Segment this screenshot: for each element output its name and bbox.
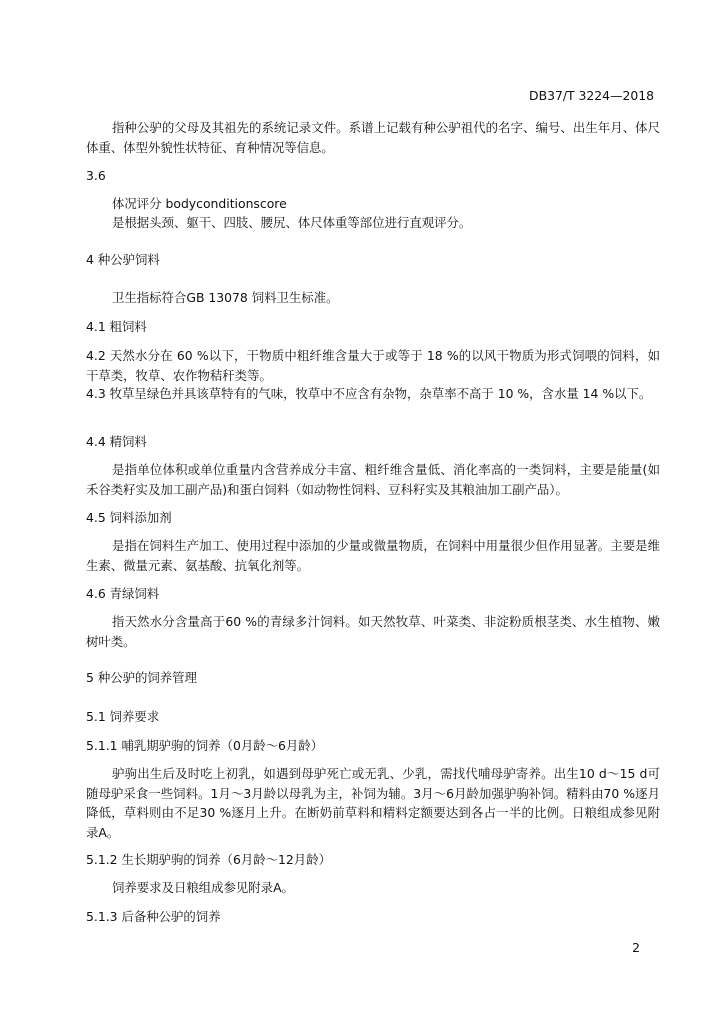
clause-4-5-paragraph: 是指在饲料生产加工、使用过程中添加的少量或微量物质，在饲料中用量很少但作用显著。主要是维生素、微量元素、氨基酸、抗氧化剂等。 bbox=[86, 538, 660, 573]
clause-4-6-title: 4.6 青绿饲料 bbox=[86, 586, 160, 601]
page-number: 2 bbox=[632, 940, 640, 955]
clause-4-4-title: 4.4 精饲料 bbox=[86, 434, 147, 449]
section-4-paragraph: 卫生指标符合GB 13078 饲料卫生标准。 bbox=[112, 290, 339, 305]
clause-5-1-2-paragraph: 饲养要求及日粮组成参见附录A。 bbox=[112, 880, 294, 895]
clause-5-1-1-title: 5.1.1 哺乳期驴驹的饲养（0月龄～6月龄） bbox=[86, 738, 324, 753]
clause-4-1-title: 4.1 粗饲料 bbox=[86, 319, 147, 334]
standard-code: DB37/T 3224—2018 bbox=[529, 88, 654, 103]
section-4-title: 4 种公驴饲料 bbox=[86, 252, 160, 267]
clause-4-6-paragraph: 指天然水分含量高于60 %的青绿多汁饲料。如天然牧草、叶菜类、非淀粉质根茎类、水生植物、嫩树叶类。 bbox=[86, 614, 660, 649]
pedigree-definition: 指种公驴的父母及其祖先的系统记录文件。系谱上记载有种公驴祖代的名字、编号、出生年月、体尺体重、体型外貌性状特征、育种情况等信息。 bbox=[86, 120, 660, 155]
clause-3-6-term: 体况评分 bodyconditionscore bbox=[112, 196, 287, 211]
clause-4-4-paragraph: 是指单位体积或单位重量内含营养成分丰富、粗纤维含量低、消化率高的一类饲料，主要是能量(如禾谷类籽实及加工副产品)和蛋白饲料（如动物性饲料、豆科籽实及其粮油加工副产品）。 bbox=[86, 462, 660, 497]
clause-4-2: 4.2 天然水分在 60 %以下，干物质中粗纤维含量大于或等于 18 %的以风干物质为形式饲喂的饲料，如干草类，牧草、农作物秸秆类等。 bbox=[86, 348, 660, 383]
clause-4-5-title: 4.5 饲料添加剂 bbox=[86, 510, 172, 525]
clause-5-1-1-paragraph: 驴驹出生后及时吃上初乳，如遇到母驴死亡或无乳、少乳，需找代哺母驴寄养。出生10 d～15 d可随母驴采食一些饲料。1月～3月龄以母乳为主，补饲为辅。3月～6月龄加强驴驹补饲。精料由70 %逐月降低，草料则由不足30 %逐月上升。在断奶前草料和精料定额要达到各占一半的比例。日粮组成参见附录A。 bbox=[86, 766, 660, 840]
clause-5-1-3-title: 5.1.3 后备种公驴的饲养 bbox=[86, 909, 221, 924]
clause-5-1-title: 5.1 饲养要求 bbox=[86, 709, 160, 724]
clause-5-1-2-title: 5.1.2 生长期驴驹的饲养（6月龄～12月龄） bbox=[86, 852, 331, 867]
clause-3-6-definition: 是根据头颈、躯干、四肢、腰尻、体尺体重等部位进行直观评分。 bbox=[112, 215, 472, 230]
section-5-title: 5 种公驴的饲养管理 bbox=[86, 670, 197, 685]
clause-4-3: 4.3 牧草呈绿色并具该草特有的气味，牧草中不应含有杂物，杂草率不高于 10 %，含水量 14 %以下。 bbox=[86, 386, 652, 401]
clause-3-6-number: 3.6 bbox=[86, 168, 106, 183]
